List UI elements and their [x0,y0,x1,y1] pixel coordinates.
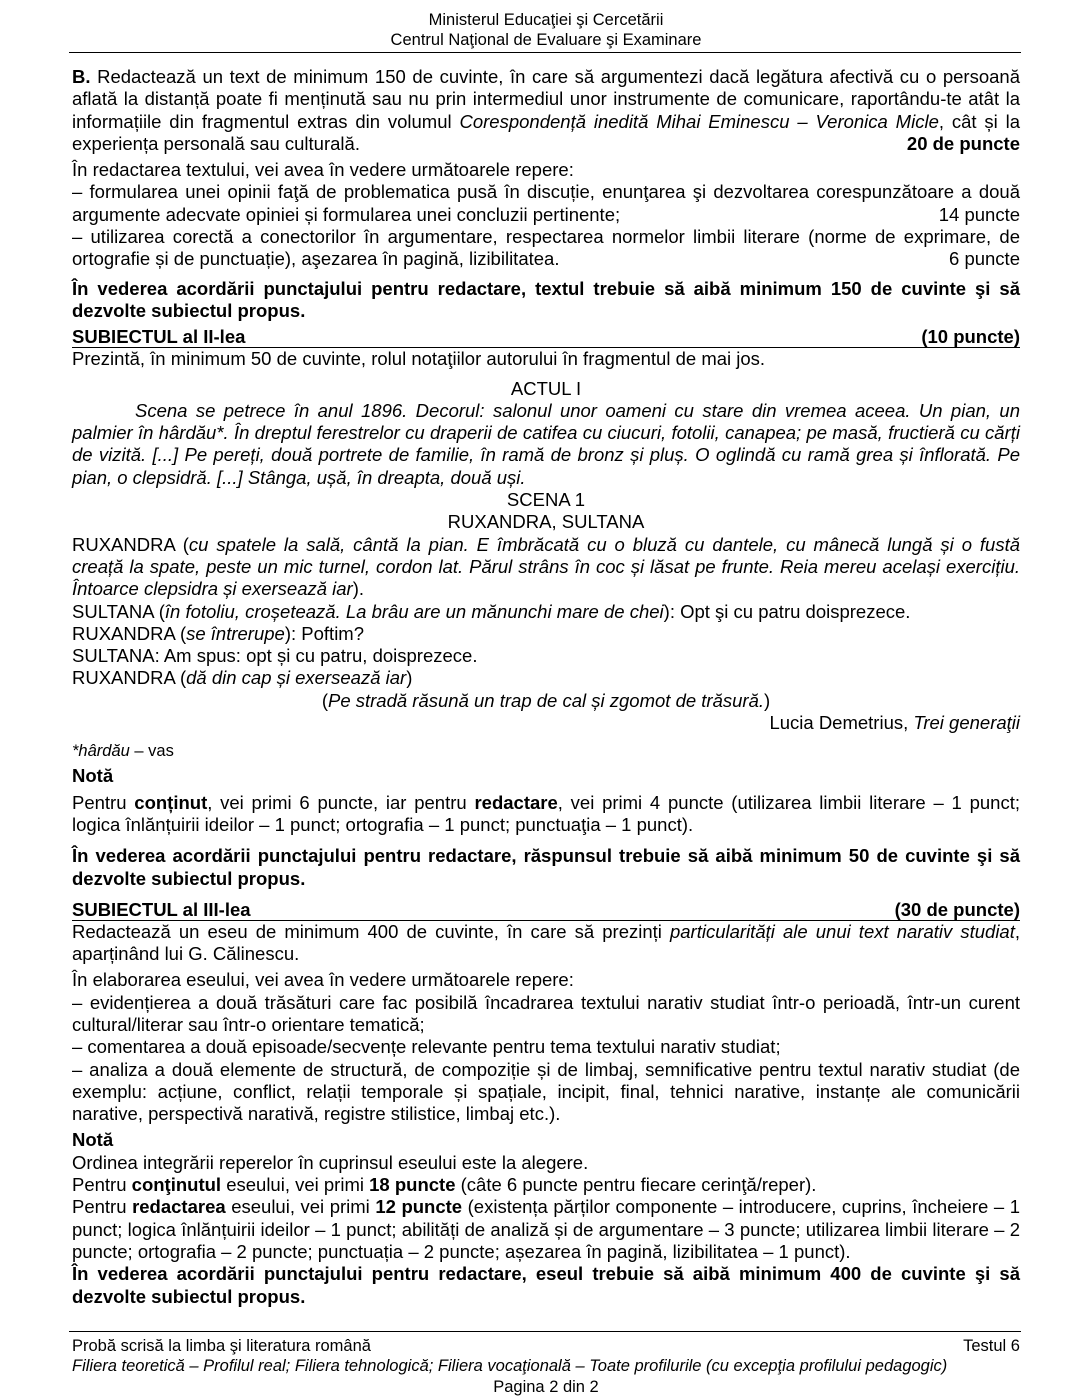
stage-directions: Scena se petrece în anul 1896. Decorul: salonul unor oameni cu stare din vremea aceea. Un pian, un palmier în hârdău*. În dreptul ferestrelor cu draperii de catifea cu ciucuri, fotolii, canapea; pe masă, fructieră cu cărți de vizită. [...] Pe pereți, două portrete de familie, în ramă de bronz și pluș. O oglindă cu ramă grea și înflorată. Pe pian, o clepsidră. [...] Stânga, ușă, în dreapta, două uși. [72,399,1020,488]
note-bold: conținut [134,791,208,813]
subject-3-content-points [72,1174,1020,1196]
subject-3-item-3: – analiza a două elemente de structură, de compoziție și de limbaj, semnificative pentru textul narativ studiat (de exemplu: acțiune, conflict, relații temporale și spațiale, incipit, final, tehnici narative, instanțe ale comunicării narative, perspectivă narativă, registre stilistice, limbaj etc.). [72,1058,1020,1125]
note-text: Pentru [72,1196,133,1218]
subject-3-item-2: – comentarea a două episoade/secvențe relevante pentru tema textului narativ studiat; [72,1036,781,1058]
subject-3-writing-points [72,1196,1020,1263]
subject-3-bold-note: În vederea acordării punctajului pentru redactare, eseul trebuie să aibă minimum 400 de cuvinte şi să dezvolte subiectul propus. [72,1263,1020,1307]
footnote-term: *hârdău [72,742,130,761]
note-text: , vei primi 4 puncte (utilizarea limbii literare – 1 punct; logica înlănțuirii ideilor – 1 punct; ortografia – 1 punct; punctuaţia – 1 punct). [72,791,1020,835]
paren-open: ( [321,689,328,711]
page-footer [72,1336,1020,1397]
line-text: ): Poftim? [284,622,365,644]
part-b-item-2-points: 6 puncte [949,248,1020,270]
didascalia: cu spatele la sală, cântă la pian. E îmbrăcată cu o bluză cu dantele, cu mânecă lungă și o fustă creață la spate, peste un mic turnel, cordon lat. Părul strâns în coc și lăsat pe frunte. Reia mereu același exercițiu. Întoarce clepsidra și exersează iar [72,533,1020,600]
part-b-item-1-points: 14 puncte [938,203,1020,225]
work-title: Trei generaţii [913,712,1020,734]
dialogue-line-5 [72,667,1020,689]
line-text: ): Opt şi cu patru doisprezece. [663,600,911,622]
subject-2-note-title: Notă [72,765,114,787]
subject-2-heading [72,326,1020,348]
page-number: Pagina 2 din 2 [493,1377,599,1396]
subject-2-task: Prezintă, în minimum 50 de cuvinte, rolul notaţiilor autorului în fragmentul de mai jos. [72,348,766,370]
footnote-definition: – vas [129,742,174,761]
scene-title: SCENA 1 [506,489,586,511]
part-b-intro-end: , cât și la experiența personală sau culturală. [72,110,1020,154]
didascalia: în fotoliu, croșetează. La brâu are un mănunchi mare de chei [164,600,664,622]
subject-3-heading [72,899,1020,921]
test-number: Testul 6 [963,1337,1020,1355]
subject-2-note [72,792,1020,837]
part-b-item-1-text: – formularea unei opinii faţă de problematica pusă în discuție, enunţarea şi dezvoltarea corespunzătoare a două argumente adecvate opiniei și formularea unei concluzii pertinente; [72,181,1020,225]
part-b-label: B. [72,66,91,87]
subject-3-guide-lead: În elaborarea eseului, vei avea în vedere următoarele repere: [72,969,574,991]
subject-2 [72,326,1020,890]
part-b-guide-lead: În redactarea textului, vei avea în vedere următoarele repere: [72,159,574,181]
note-text: , vei primi 6 puncte, iar pentru [207,791,475,813]
subject-2-title: SUBIECTUL al II-lea [72,326,246,348]
subject-3-points: (30 de puncte) [894,898,1020,920]
dialogue-line-3 [72,623,1020,645]
subject-3-task [72,921,1020,966]
page-body [72,0,1020,1308]
page-header [72,0,1020,50]
subject-2-bold-note: În vederea acordării punctajului pentru redactare, răspunsul trebuie să aibă minimum 50 de cuvinte şi să dezvolte subiectul propus. [72,845,1020,889]
subject-3-note-title: Notă [72,1129,114,1151]
task-text: Redactează un eseu de minimum 400 de cuvinte, în care să prezinți [72,920,670,942]
speaker: SULTANA: Am spus: opt și cu patru, doisprezece. [72,645,478,667]
subject-2-points: (10 puncte) [921,326,1020,348]
part-b-points: 20 de puncte [906,132,1020,154]
speaker: RUXANDRA ( [72,667,187,689]
footer-top-row [72,1336,1020,1356]
closing-text: Pe stradă răsună un trap de cal și zgomot de trăsură. [327,689,764,711]
note-text: eseului, vei primi [225,1196,376,1218]
book-title: Corespondență inedită Mihai Eminescu – Veronica Micle [459,110,939,132]
subject-3-item-1: – evidențierea a două trăsături care fac posibilă încadrarea textului narativ studiat într-o perioadă, într-un curent cultural/literar sau într-o orientare tematică; [72,991,1020,1035]
dialogue-line-2 [72,601,1020,623]
note-text: (câte 6 puncte pentru fiecare cerinţă/reper). [455,1174,817,1196]
line-text: ) [406,667,413,689]
exam-name: Probă scrisă la limba şi literatura română [72,1337,371,1355]
dialogue-line-1 [72,534,1020,601]
note-text: eseului, vei primi [221,1174,370,1196]
speaker: SULTANA ( [72,600,165,622]
task-text-end: , aparținând lui G. Călinescu. [72,920,1020,965]
note-text: Pentru [72,791,135,813]
footer-rule [69,1331,1021,1332]
part-b-intro: Redactează un text de minimum 150 de cuvinte, în care să argumentezi dacă legătura afectivă cu o persoană aflată la distanță poate fi menținută sau nu prin intermediul unor instrumente de comunicare, raportându-te atât la informațiile din fragmentul extras din volumul [72,66,1020,132]
center-name: Centrul Naţional de Evaluare şi Examinare [390,31,702,49]
task-italic: particularități ale unui text narativ studiat [669,920,1015,942]
didascalia: dă din cap și exersează iar [186,667,407,689]
source-citation [72,712,1020,734]
act-title: ACTUL I [510,377,582,399]
note-bold: 12 puncte [375,1196,463,1218]
note-bold: redactare [474,791,558,813]
note-text: (existența părților componente – introducere, cuprins, încheiere – 1 punct; logica înlănțuirii ideilor – 1 punct; abilități de analiză și de argumentare – 3 puncte; utilizarea limbii literare – 2 puncte; ortografia – 2 puncte; punctuația – 2 puncte; așezarea în pagină, lizibilitatea – 1 punct). [72,1196,1020,1262]
footnote [72,741,1020,761]
subject-3-title: SUBIECTUL al III-lea [72,898,251,920]
scene-characters: RUXANDRA, SULTANA [447,511,645,533]
note-bold: conţinutul [131,1174,222,1196]
note-text: Pentru [72,1174,132,1196]
part-b [72,66,1020,322]
exam-profile: Filiera teoretică – Profilul real; Filiera tehnologică; Filiera vocaţională – Toate profilurile (cu excepţia profilului pedagogic) [72,1357,948,1376]
note-bold: redactarea [132,1196,226,1218]
note-bold: 18 puncte [369,1174,456,1196]
part-b-bold-note: În vederea acordării punctajului pentru redactare, textul trebuie să aibă minimum 150 de cuvinte şi să dezvolte subiectul propus. [72,277,1020,321]
ministry-name: Ministerul Educaţiei şi Cercetării [428,11,664,29]
part-b-item-2-text: – utilizarea corectă a conectorilor în argumentare, respectarea normelor limbii literare (norme de exprimare, de ortografie și de punctuație), aşezarea în pagină, lizibilitatea. [72,226,1020,270]
subject-3 [72,899,1020,1308]
didascalia: se întrerupe [186,622,285,644]
speaker: RUXANDRA ( [72,622,187,644]
dialogue-line-4 [72,645,1020,667]
line-text: ). [352,578,365,600]
paren-close: ) [764,689,771,711]
closing-direction [72,690,1020,712]
speaker: RUXANDRA ( [72,533,189,555]
subject-3-note-order: Ordinea integrării reperelor în cuprinsul eseului este la alegere. [72,1151,589,1173]
author-name: Lucia Demetrius, [769,712,914,734]
